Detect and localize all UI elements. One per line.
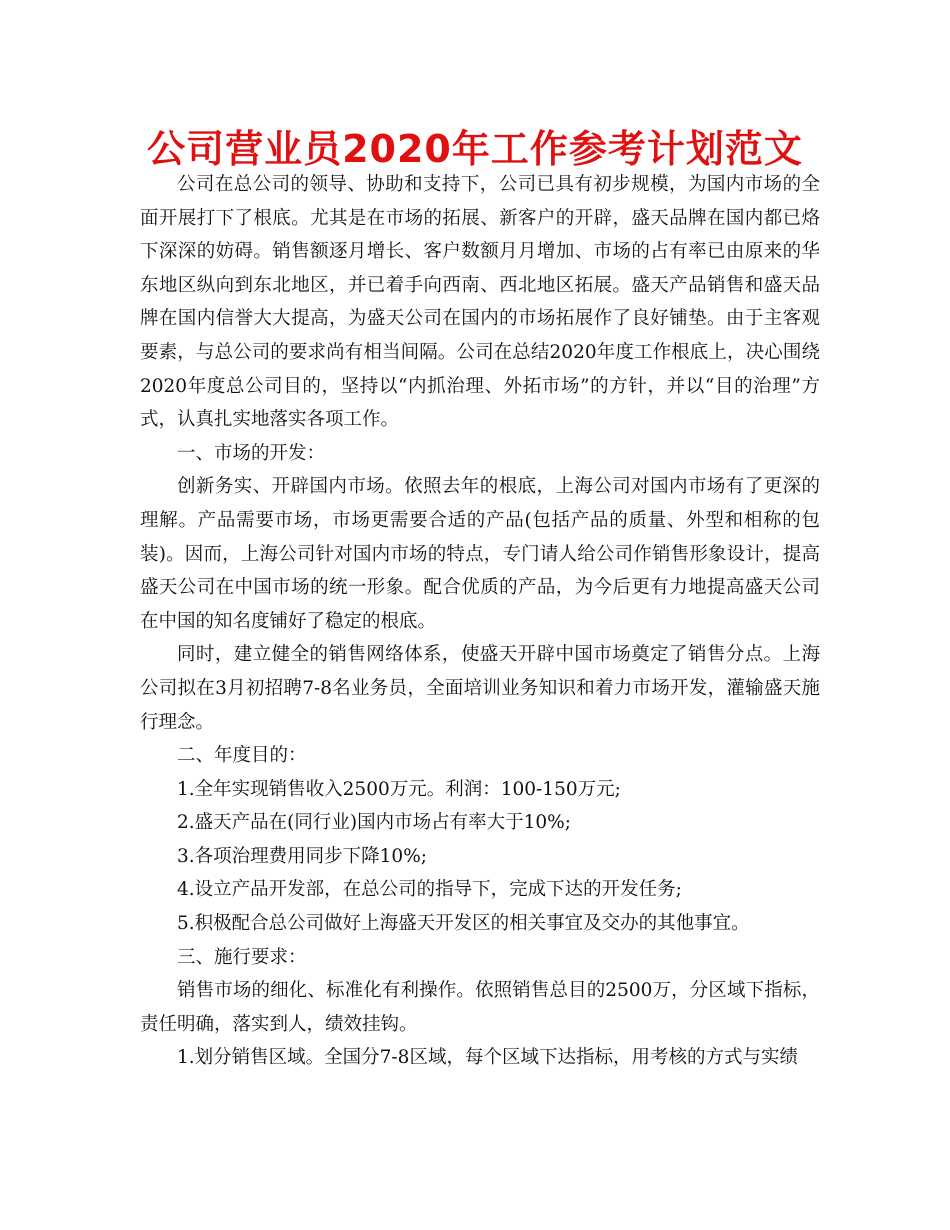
list-item-sales-region: 1.划分销售区域。全国分7-8区域，每个区域下达指标，用考核的方式与实绩 [177, 1047, 798, 1069]
list-item-goal-5: 5.积极配合总公司做好上海盛天开发区的相关事宜及交办的其他事宜。 [177, 913, 750, 935]
document-title: 公司营业员2020年工作参考计划范文 [147, 127, 803, 171]
section-heading-market-development: 一、市场的开发： [177, 442, 326, 464]
paragraph-market-innovation: 创新务实、开辟国内市场。依照去年的根底，上海公司对国内市场有了更深的理解。产品需要市场，市场更需要合适的产品(包括产品的质量、外型和相称的包装)。因而，上海公司针对国内市场的特点，专门请人给公司作销售形象设计，提高盛天公司在中国市场的统一形象。配合优质的产品，为今后更有力地提高盛天公司在中国的知名度铺好了稳定的根底。 [140, 476, 820, 632]
paragraph-market-refinement: 销售市场的细化、标准化有利操作。依照销售总目的2500万，分区域下指标，责任明确，落实到人，绩效挂钩。 [140, 980, 820, 1035]
list-item-goal-3: 3.各项治理费用同步下降10%; [177, 845, 428, 867]
list-item-goal-4: 4.设立产品开发部，在总公司的指导下，完成下达的开发任务; [177, 879, 682, 901]
list-item-goal-1: 1.全年实现销售收入2500万元。利润：100-150万元; [177, 778, 621, 800]
section-heading-annual-goals: 二、年度目的： [177, 745, 307, 767]
paragraph-sales-network: 同时，建立健全的销售网络体系，使盛天开辟中国市场奠定了销售分点。上海公司拟在3月初招聘7-8名业务员，全面培训业务知识和着力市场开发，灌输盛天施行理念。 [140, 644, 820, 733]
section-heading-implementation: 三、施行要求： [177, 946, 307, 968]
list-item-goal-2: 2.盛天产品在(同行业)国内市场占有率大于10%; [177, 812, 571, 834]
document-body [140, 168, 820, 1075]
paragraph-intro: 公司在总公司的领导、协助和支持下，公司已具有初步规模，为国内市场的全面开展打下了根底。尤其是在市场的拓展、新客户的开辟，盛天品牌在国内都已烙下深深的妨碍。销售额逐月增长、客户数额月月增加、市场的占有率已由原来的华东地区纵向到东北地区，并已着手向西南、西北地区拓展。盛天产品销售和盛天品牌在国内信誉大大提高，为盛天公司在国内的市场拓展作了良好铺垫。由于主客观要素，与总公司的要求尚有相当间隔。公司在总结2020年度工作根底上，决心围绕2020年度总公司目的，坚持以“内抓治理、外拓市场”的方针，并以“目的治理”方式，认真扎实地落实各项工作。 [140, 174, 820, 431]
